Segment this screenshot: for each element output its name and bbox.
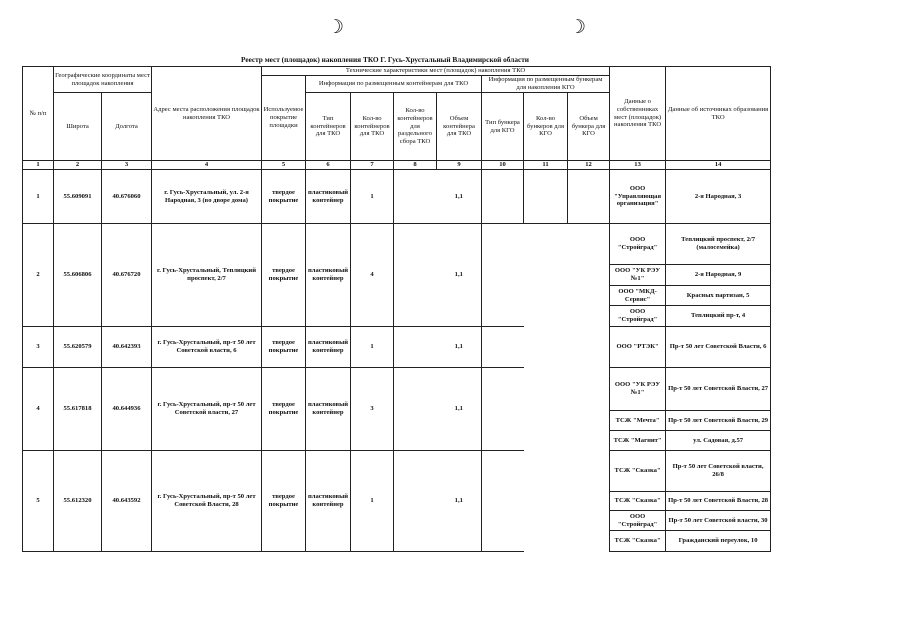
owner-cell: ТСЖ "Мечта" <box>610 411 666 431</box>
separate-collection-cell <box>394 451 437 552</box>
source-cell: Теплицкий пр-т, 4 <box>666 306 771 327</box>
column-number: 8 <box>394 161 437 170</box>
surface-cell: твердое покрытие <box>262 224 306 327</box>
column-number: 1 <box>23 161 54 170</box>
owner-cell: ТСЖ "Сказка" <box>610 492 666 511</box>
column-number: 12 <box>568 161 610 170</box>
row-number: 1 <box>23 170 54 224</box>
container-type-cell: пластиковый контейнер <box>306 451 351 552</box>
address-cell: г. Гусь-Хрустальный, пр-т 50 лет Советской власти, 27 <box>152 368 262 451</box>
address-cell: г. Гусь-Хрустальный, пр-т 50 лет Советской власти, 6 <box>152 327 262 368</box>
container-count-cell: 4 <box>351 224 394 327</box>
bunker-volume-cell <box>568 224 610 327</box>
longitude-cell: 40.643592 <box>102 451 152 552</box>
scan-mark-left: ☽ <box>327 17 345 38</box>
source-cell: Красных партизан, 5 <box>666 286 771 306</box>
container-count-cell: 1 <box>351 170 394 224</box>
separate-collection-cell <box>394 170 437 224</box>
source-cell: 2-я Народная, 9 <box>666 265 771 286</box>
source-cell: Теплицкий проспект, 2/7 (малосемейка) <box>666 224 771 265</box>
column-number: 2 <box>54 161 102 170</box>
owner-cell: ООО "РТЭК" <box>610 327 666 368</box>
longitude-cell: 40.642393 <box>102 327 152 368</box>
column-number: 6 <box>306 161 351 170</box>
address-cell: г. Гусь-Хрустальный, Теплицкий проспект, 2/7 <box>152 224 262 327</box>
header-geo: Географические координаты мест площадок накопления <box>54 67 152 93</box>
bunker-volume-cell <box>568 451 610 552</box>
column-number: 5 <box>262 161 306 170</box>
surface-cell: твердое покрытие <box>262 170 306 224</box>
container-volume-cell: 1,1 <box>437 368 482 451</box>
header-kgo-count: Кол-во бункеров для КГО <box>524 93 568 161</box>
container-count-cell: 3 <box>351 368 394 451</box>
bunker-count-cell <box>524 451 568 552</box>
bunker-type-cell <box>482 327 524 368</box>
owner-cell: ООО "УК РЭУ №1" <box>610 368 666 411</box>
header-num: № п/п <box>23 67 54 161</box>
bunker-volume-cell <box>568 170 610 224</box>
bunker-count-cell <box>524 327 568 368</box>
container-type-cell: пластиковый контейнер <box>306 170 351 224</box>
owner-cell: ООО "МКД-Сервис" <box>610 286 666 306</box>
bunker-count-cell <box>524 224 568 327</box>
bunker-type-cell <box>482 368 524 451</box>
header-kgo-type: Тип бункера для КГО <box>482 93 524 161</box>
column-number: 10 <box>482 161 524 170</box>
column-number: 13 <box>610 161 666 170</box>
surface-cell: твердое покрытие <box>262 451 306 552</box>
address-cell: г. Гусь-Хрустальный, ул. 2-я Народная, 3 (во дворе дома) <box>152 170 262 224</box>
container-volume-cell: 1,1 <box>437 327 482 368</box>
header-cont-type: Тип контейнеров для ТКО <box>306 93 351 161</box>
header-cont-count: Кол-во контейнеров для ТКО <box>351 93 394 161</box>
source-cell: Пр-т 50 лет Советской Власти, 6 <box>666 327 771 368</box>
owner-cell: ООО "УК РЭУ №1" <box>610 265 666 286</box>
owner-cell: ТСЖ "Сказка" <box>610 451 666 492</box>
source-cell: Пр-т 50 лет Советской Власти, 28 <box>666 492 771 511</box>
separate-collection-cell <box>394 224 437 327</box>
column-number: 4 <box>152 161 262 170</box>
column-number: 14 <box>666 161 771 170</box>
longitude-cell: 40.676720 <box>102 224 152 327</box>
header-lon: Долгота <box>102 93 152 161</box>
table-body <box>23 170 771 552</box>
header-cont-vol: Объем контейнера для ТКО <box>437 93 482 161</box>
bunker-type-cell <box>482 451 524 552</box>
row-number: 4 <box>23 368 54 451</box>
latitude-cell: 55.606806 <box>54 224 102 327</box>
address-cell: г. Гусь-Хрустальный, пр-т 50 лет Советской Власти, 28 <box>152 451 262 552</box>
row-number: 2 <box>23 224 54 327</box>
source-cell: Пр-т 50 лет Советской Власти, 27 <box>666 368 771 411</box>
owner-cell: ООО "Управляющая организация" <box>610 170 666 224</box>
owner-cell: ООО "Стройград" <box>610 224 666 265</box>
column-number: 7 <box>351 161 394 170</box>
column-number: 9 <box>437 161 482 170</box>
header-cont-sep: Кол-во контейнеров для раздельного сбора ТКО <box>394 93 437 161</box>
header-kgo-info: Информация по размещенным бункерам для накопления КГО <box>482 76 610 93</box>
bunker-count-cell <box>524 368 568 451</box>
table-row <box>23 368 771 411</box>
container-count-cell: 1 <box>351 327 394 368</box>
column-number: 11 <box>524 161 568 170</box>
row-number: 5 <box>23 451 54 552</box>
source-cell: Пр-т 50 лет Советской власти, 26/8 <box>666 451 771 492</box>
column-numbers-row <box>23 161 771 170</box>
surface-cell: твердое покрытие <box>262 368 306 451</box>
bunker-volume-cell <box>568 368 610 451</box>
bunker-type-cell <box>482 170 524 224</box>
separate-collection-cell <box>394 368 437 451</box>
bunker-count-cell <box>524 170 568 224</box>
table-row <box>23 224 771 265</box>
container-volume-cell: 1,1 <box>437 170 482 224</box>
table-row <box>23 170 771 224</box>
header-owner: Данные о собственниках мест (площадок) накопления ТКО <box>610 67 666 161</box>
longitude-cell: 40.676060 <box>102 170 152 224</box>
surface-cell: твердое покрытие <box>262 327 306 368</box>
container-type-cell: пластиковый контейнер <box>306 327 351 368</box>
longitude-cell: 40.644936 <box>102 368 152 451</box>
scan-mark-right: ☽ <box>569 17 587 38</box>
latitude-cell: 55.617818 <box>54 368 102 451</box>
header-lat: Широта <box>54 93 102 161</box>
header-kgo-vol: Объем бункера для КГО <box>568 93 610 161</box>
owner-cell: ООО "Стройград" <box>610 306 666 327</box>
source-cell: Пр-т 50 лет Советской Власти, 29 <box>666 411 771 431</box>
document-title: Реестр мест (площадок) накопления ТКО Г. Гусь-Хрустальный Владимирской области <box>240 55 530 64</box>
header-cont-info: Информация по размещенным контейнерам для ТКО <box>306 76 482 93</box>
header-tech: Технические характеристики мест (площадок) накопления ТКО <box>262 67 610 76</box>
source-cell: 2-я Народная, 3 <box>666 170 771 224</box>
container-count-cell: 1 <box>351 451 394 552</box>
owner-cell: ООО "Стройград" <box>610 511 666 531</box>
container-volume-cell: 1,1 <box>437 224 482 327</box>
header-sources: Данные об источниках образования ТКО <box>666 67 771 161</box>
table-row <box>23 327 771 368</box>
header-surface: Используемое покрытие площадки <box>262 76 306 161</box>
container-volume-cell: 1,1 <box>437 451 482 552</box>
row-number: 3 <box>23 327 54 368</box>
owner-cell: ТСЖ "Сказка" <box>610 531 666 552</box>
bunker-type-cell <box>482 224 524 327</box>
latitude-cell: 55.620579 <box>54 327 102 368</box>
latitude-cell: 55.612320 <box>54 451 102 552</box>
container-type-cell: пластиковый контейнер <box>306 224 351 327</box>
source-cell: ул. Садовая, д.57 <box>666 431 771 451</box>
owner-cell: ТСЖ "Магнит" <box>610 431 666 451</box>
bunker-volume-cell <box>568 327 610 368</box>
header-address: Адрес места расположения площадок накопления ТКО <box>152 67 262 161</box>
container-type-cell: пластиковый контейнер <box>306 368 351 451</box>
table-header <box>23 67 771 170</box>
column-number: 3 <box>102 161 152 170</box>
separate-collection-cell <box>394 327 437 368</box>
registry-table <box>22 66 771 552</box>
latitude-cell: 55.609091 <box>54 170 102 224</box>
table-row <box>23 451 771 492</box>
source-cell: Пр-т 50 лет Советской власти, 30 <box>666 511 771 531</box>
source-cell: Гражданский переулок, 10 <box>666 531 771 552</box>
